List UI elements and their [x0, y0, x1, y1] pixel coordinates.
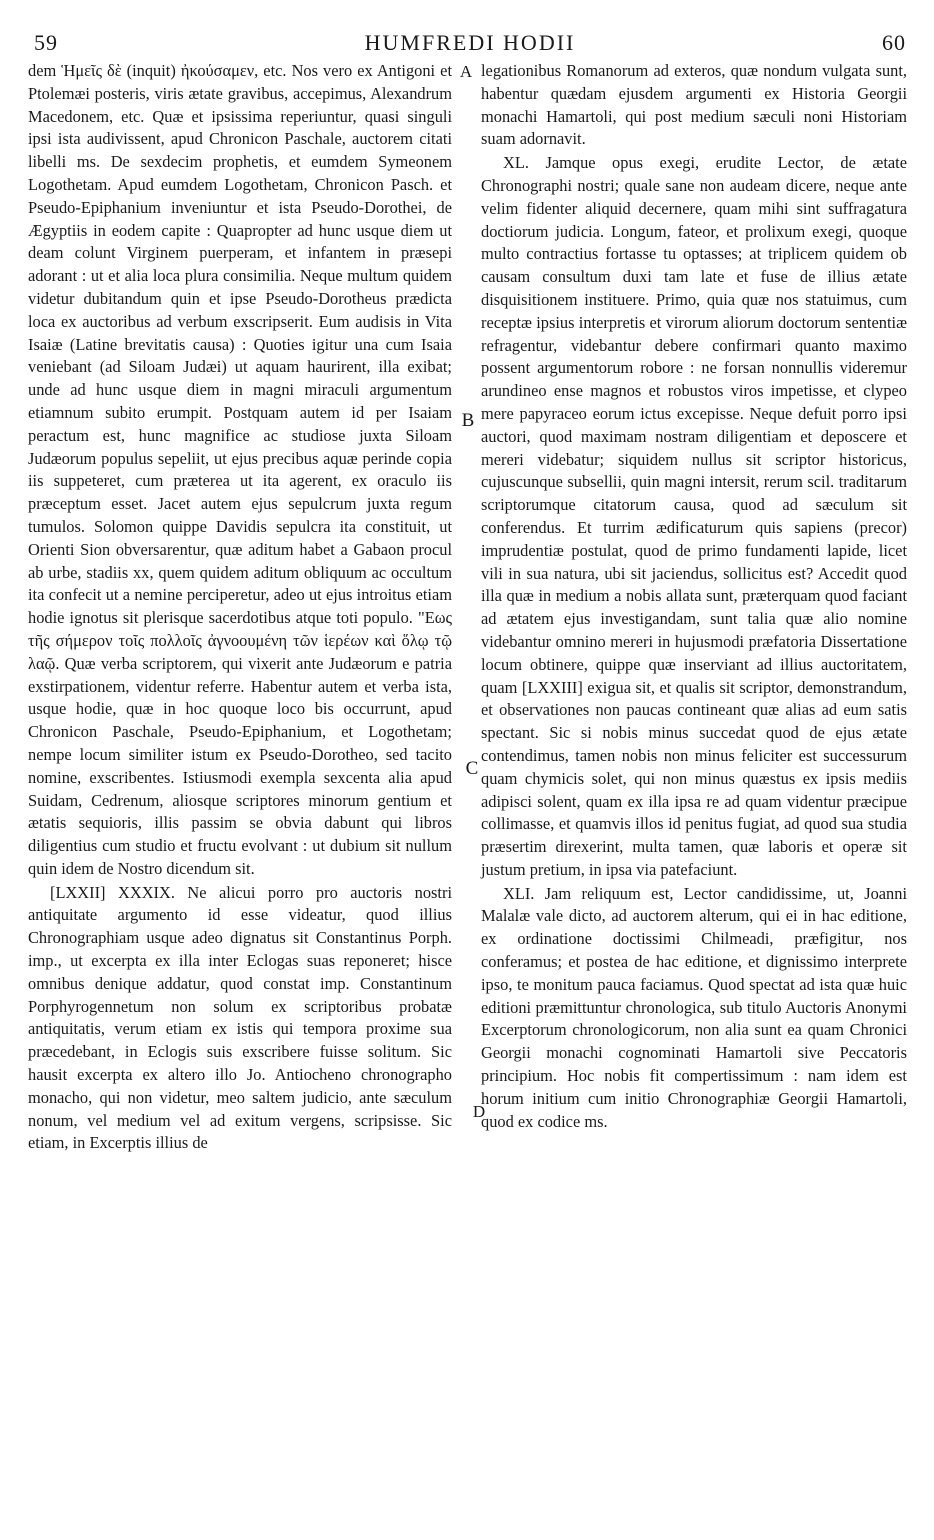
paragraph: XL. Jamque opus exegi, erudite Lector, de ætate Chronographi nostri; quale sane non audeam dicere, neque ante velim fidenter aliquid decernere, quam mihi sint suffragatura doctiorum judicia. Longum, fateor, et prolixum exegi, quoque multo contractius fortasse tu optasses; at triplicem quidem ob causam consultum duxi tam late et fuse de illius ætate disquisitionem instituere. Primo, quia quæ nos statuimus, cum receptæ ipsius interpretis et virorum aliorum doctorum sententiæ refragentur, videbantur debere confirmari quanto maximo possent argumentorum robore : ne forsan nonnullis videremur arundineo ense magnos et robustos viros impetisse, et clypeo mere papyraceo eorum ictus excepisse. Neque defuit porro ipsi auctori, quod maximam nostram diligentiam et deposcere et mereri videbatur; siquidem nullus sit scriptor historicus, cujuscunque subsellii, quin magni intersit, rerum scil. traditarum scriptorumque citatorum causa, quod ad sæculum sit conferendus. Et turrim ædificaturum quis sapiens (precor) imprudentiæ postulat, quod de primo fundamenti lapide, licet vili in sua natura, ubi sit jaciendus, sollicitus est? Accedit quod illa quæ in medium a nobis allata sunt, præterquam quod faciant ad ætatem ejus investigandam, sunt talia quæ alio nomine videbantur omnino mereri in hujusmodi præfatoria Dissertatione locum obtinere, quippe quæ inserviant ad illius auctoritatem, quam [LXXIII] exigua sit, et qualis sit scriptor, demonstrandum, et observationes non paucas contineant quæ alias ad eum satis spectant. Sic si nobis minus succedat quod de ejus ætate contendimus, tamen nobis non minus feliciter est successurum quam chymicis solet, qui non minus quæstus ex ipsis mediis adipisci solent, quam ex illa ipsa re ad quam videntur præcipue collimasse, et quamvis illos id penitus fugiat, ad quod sua studia præsertim direxerint, multa tamen, quæ laboris et operæ sit justum pretium, in ipsa via patefaciunt. [481, 153, 907, 879]
page-number-left: 59 [34, 30, 58, 55]
left-column [28, 60, 452, 1155]
margin-marker-d: D [472, 1102, 486, 1121]
paragraph: legationibus Romanorum ad exteros, quæ nondum vulgata sunt, habentur quædam ejusdem argumenti ex Historia Georgii monachi Hamartoli, qui post medium sæculi noni Historiam suam adornavit. [481, 61, 907, 149]
right-column [481, 60, 907, 1133]
margin-marker-a: A [459, 62, 473, 81]
page-number-right: 60 [882, 30, 906, 55]
margin-marker-c: C [465, 758, 479, 779]
paragraph: XLI. Jam reliquum est, Lector candidissime, ut, Joanni Malalæ vale dicto, ad auctorem alterum, qui ei in hac editione, ex ordinatione doctissimi Chilmeadi, præfigitur, nos conferamus; et postea de hac editione, et dignissimo interprete ipso, te monitum pauca faciamus. Quod spectat ad ista quæ huic editioni præmittuntur chronologica, sub titulo Auctoris Anonymi Excerptorum chronologicorum, non alia sunt ea quam Chronici Georgii monachi cognominati Hamartoli sive Peccatoris principium. Hoc nobis fit compertissimum : nam idem est horum initium cum initio Chronographiæ Georgii Hamartoli, quod ex codice ms. [481, 883, 907, 1131]
paragraph: [LXXII] XXXIX. Ne alicui porro pro auctoris nostri antiquitate argumento id esse videatur, quod illius Chronographiam usque adeo dignatus sit Constantinus Porph. imp., ut excerpta ex illa inter Eclogas suas reponeret; hisce omnibus denique addatur, quod constat imp. Constantinum Porphyrogennetum non solum ex scriptoribus probatæ antiquitatis, verum etiam ex istis qui tempora proxime sua præcedebant, in Eclogis suis exscribere fuisse solitum. Sic hausit excerpta ex altero illo Jo. Antiocheno chronographo monacho, qui non videtur, meo saltem judicio, ante sæculum nonum, vel medium vel ad exitum vergens, scripsisse. Sic etiam, in Excerptis illius de [28, 882, 452, 1153]
margin-marker-b: B [461, 410, 475, 431]
running-title: HUMFREDI HODII [364, 30, 576, 55]
paragraph: dem Ἡμεῖς δὲ (inquit) ἠκούσαμεν, etc. Nos vero ex Antigoni et Ptolemæi posteris, viris ætate gravibus, accepimus, Alexandrum Macedonem, etc. Quæ et ipsissima reperiuntur, quasi singuli ipsi ista audivissent, apud Chronicon Paschale, auctorem citati libelli ms. De sexdecim prophetis, et eumdem Symeonem Logothetam. Apud eumdem Logothetam, Chronicon Pasch. et Pseudo-Epiphanium inveniuntur et ista Pseudo-Dorothei, de Ægyptiis in eodem capite : Quapropter ad hunc usque diem ut deam colunt Virginem puerperam, et infantem in præsepi adorant : ut et alia loca plura consimilia. Neque multum quidem videtur dubitandum quin et ipse Pseudo-Dorotheus prædicta loca ex auctoribus ad verbum exscripserit. Eum audisis in Vita Isaiæ (Latine brevitatis causa) : Quoties igitur una cum Isaia veniebant (ad Siloam Judæi) ut aquam haurirent, illa exibat; unde ad hunc usque diem in magni miraculi argumentum etiamnum subito erumpit. Postquam autem id per Isaiam peractum est, hunc magnifice ac studiose juxta Siloam Judæorum populus sepeliit, ut ejus precibus aquæ perinde copia iis suppeteret, cum præterea ut ita agerent, ex oraculo iis præceptum esset. Jacet autem ejus sepulcrum juxta regum tumulos. Solomon quippe Davidis sepulcra ita constituit, ut Orienti Sion obversarentur, quæ aditum habet a Gabaon procul ab urbe, stadiis xx, quem quidem aditum obliquum ac occultum ita confecit ut a nemine perciperetur, adeo ut ejus introitus etiam hodie ignotus sit plerisque sacerdotibus atque toti populo. "Εως τῆς σήμερον τοῖς πολλοῖς ἀγνοουμένη τῶν ἱερέων καὶ ὅλῳ τῷ λαῷ. Quæ verba scriptorem, qui vixerit ante Judæorum e patria exstirpationem, videntur referre. Habentur autem et verba ista, usque hodie, quæ in hoc quoque loco bis occurrunt, apud Chronicon Paschale, Pseudo-Epiphanium, et Logothetam; nempe locum similiter istum ex Pseudo-Dorotheo, sed tacito nomine, exscribentes. Istiusmodi exempla sexcenta alia apud Suidam, Cedrenum, aliosque scriptores minorum gentium et ætatis sequioris, illis passim se obvia dabunt qui libros diligentius cum studio et fructu evolvant : ut dubium sit nullum quin idem de Nostro dicendum sit. [28, 61, 452, 878]
page-header [34, 30, 906, 60]
